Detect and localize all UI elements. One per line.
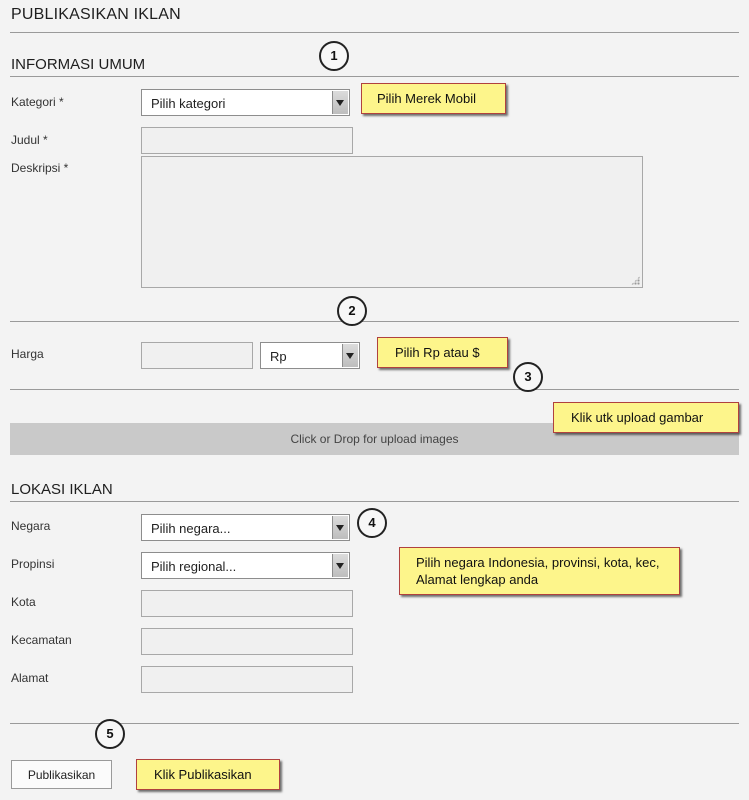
note-klik-publikasikan: Klik Publikasikan bbox=[136, 759, 280, 790]
kecamatan-label: Kecamatan bbox=[11, 633, 72, 647]
alamat-label: Alamat bbox=[11, 671, 49, 685]
upload-dropzone[interactable]: Click or Drop for upload images bbox=[10, 423, 739, 455]
chevron-down-icon[interactable] bbox=[332, 516, 348, 539]
resize-grip-icon[interactable] bbox=[631, 276, 640, 285]
harga-input[interactable] bbox=[141, 342, 253, 369]
step-badge-3: 3 bbox=[513, 362, 543, 392]
kategori-select-value: Pilih kategori bbox=[151, 96, 226, 111]
section-title-informasi-umum: INFORMASI UMUM bbox=[11, 56, 146, 73]
page-title: PUBLIKASIKAN IKLAN bbox=[11, 6, 181, 23]
divider bbox=[10, 32, 739, 33]
negara-label: Negara bbox=[11, 519, 51, 533]
alamat-input[interactable] bbox=[141, 666, 353, 693]
deskripsi-textarea[interactable] bbox=[141, 156, 643, 288]
divider bbox=[10, 501, 739, 502]
chevron-down-icon[interactable] bbox=[332, 554, 348, 577]
judul-label: Judul * bbox=[11, 133, 48, 147]
note-pilih-lokasi: Pilih negara Indonesia, provinsi, kota, kec, Alamat lengkap anda bbox=[399, 547, 680, 595]
harga-label: Harga bbox=[11, 347, 44, 361]
publikasikan-button[interactable]: Publikasikan bbox=[11, 760, 112, 789]
judul-input[interactable] bbox=[141, 127, 353, 154]
kategori-select[interactable] bbox=[141, 89, 350, 116]
kota-input[interactable] bbox=[141, 590, 353, 617]
propinsi-select-value: Pilih regional... bbox=[151, 559, 237, 574]
kategori-label: Kategori * bbox=[11, 95, 64, 109]
kecamatan-input[interactable] bbox=[141, 628, 353, 655]
note-upload-gambar: Klik utk upload gambar bbox=[553, 402, 739, 433]
section-title-lokasi-iklan: LOKASI IKLAN bbox=[11, 481, 113, 498]
negara-select[interactable] bbox=[141, 514, 350, 541]
deskripsi-label: Deskripsi * bbox=[11, 161, 69, 175]
propinsi-label: Propinsi bbox=[11, 557, 55, 571]
step-badge-4: 4 bbox=[357, 508, 387, 538]
currency-select-value: Rp bbox=[270, 349, 287, 364]
step-badge-1: 1 bbox=[319, 41, 349, 71]
note-pilih-merek: Pilih Merek Mobil bbox=[361, 83, 506, 114]
divider bbox=[10, 389, 739, 390]
kota-label: Kota bbox=[11, 595, 36, 609]
negara-select-value: Pilih negara... bbox=[151, 521, 231, 536]
propinsi-select[interactable] bbox=[141, 552, 350, 579]
step-badge-5: 5 bbox=[95, 719, 125, 749]
chevron-down-icon[interactable] bbox=[342, 344, 358, 367]
divider bbox=[10, 76, 739, 77]
step-badge-2: 2 bbox=[337, 296, 367, 326]
currency-select[interactable] bbox=[260, 342, 360, 369]
divider bbox=[10, 321, 739, 322]
note-pilih-rp: Pilih Rp atau $ bbox=[377, 337, 508, 368]
chevron-down-icon[interactable] bbox=[332, 91, 348, 114]
